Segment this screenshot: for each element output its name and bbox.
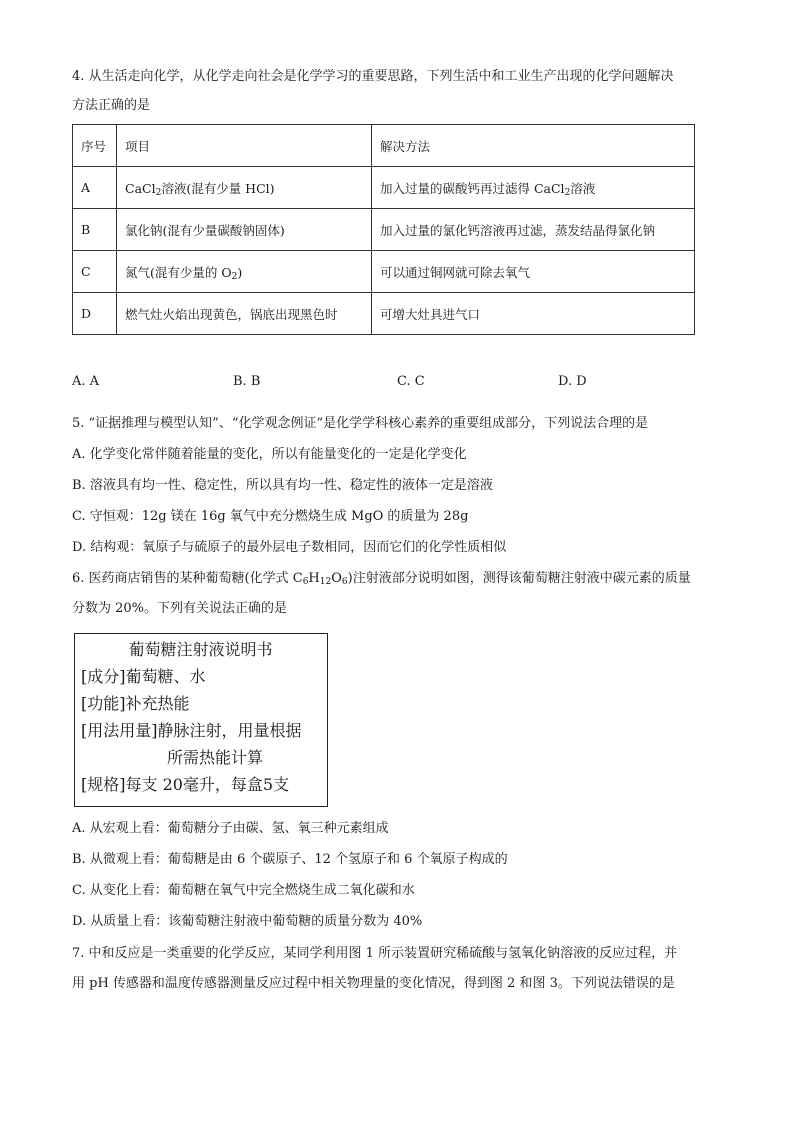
row-item: 燃气灶火焰出现黄色，锅底出现黑色时 bbox=[117, 293, 372, 335]
header-item: 项目 bbox=[117, 125, 372, 167]
label-usage: [用法用量]静脉注射，用量根据 bbox=[81, 721, 302, 740]
label-function: [功能]补充热能 bbox=[81, 694, 190, 713]
label-ingredients: [成分]葡萄糖、水 bbox=[81, 667, 206, 686]
q6-option-a: A. 从宏观上看：葡萄糖分子由碳、氢、氧三种元素组成 bbox=[72, 821, 389, 836]
table-header-row bbox=[73, 125, 695, 167]
label-usage-cont: 所需热能计算 bbox=[167, 748, 264, 767]
row-id: A bbox=[73, 167, 117, 209]
row-id: C bbox=[73, 251, 117, 293]
q4-choice-c: C. C bbox=[397, 374, 425, 389]
header-index: 序号 bbox=[73, 125, 117, 167]
q5-option-d: D. 结构观：氧原子与硫原子的最外层电子数相同，因而它们的化学性质相似 bbox=[72, 540, 507, 555]
row-method: 加入过量的碳酸钙再过滤得 CaCl$_2$溶液 bbox=[372, 167, 695, 209]
q4-choice-d: D. D bbox=[558, 374, 587, 389]
row-item: CaCl$_2$溶液(混有少量 HCl) bbox=[117, 167, 372, 209]
q5-option-c: C. 守恒观：12g 镁在 16g 氧气中充分燃烧生成 MgO 的质量为 28g bbox=[72, 509, 469, 524]
table-row bbox=[73, 167, 695, 209]
q7-stem-line1: 7. 中和反应是一类重要的化学反应，某同学利用图 1 所示装置研究稀硫酸与氢氧化钠溶液的反应过程，并 bbox=[72, 946, 678, 961]
row-method: 可以通过铜网就可除去氧气 bbox=[372, 251, 695, 293]
q5-option-b: B. 溶液具有均一性、稳定性，所以具有均一性、稳定性的液体一定是溶液 bbox=[72, 478, 493, 493]
row-id: D bbox=[73, 293, 117, 335]
q6-option-c: C. 从变化上看：葡萄糖在氧气中完全燃烧生成二氧化碳和水 bbox=[72, 883, 415, 898]
q6-option-b: B. 从微观上看：葡萄糖是由 6 个碳原子、12 个氢原子和 6 个氧原子构成的 bbox=[72, 852, 508, 867]
glucose-label-box bbox=[74, 633, 328, 807]
q4-stem-line1: 4. 从生活走向化学，从化学走向社会是化学学习的重要思路，下列生活中和工业生产出现的化学问题解决 bbox=[72, 69, 674, 84]
q4-table bbox=[72, 124, 695, 335]
q7-stem-line2: 用 pH 传感器和温度传感器测量反应过程中相关物理量的变化情况，得到图 2 和图 3。下列说法错误的是 bbox=[72, 976, 675, 991]
q4-stem-line2: 方法正确的是 bbox=[72, 98, 151, 113]
table-row bbox=[73, 293, 695, 335]
row-method: 加入过量的氯化钙溶液再过滤，蒸发结晶得氯化钠 bbox=[372, 209, 695, 251]
q6-stem-line1: 6. 医药商店销售的某种葡萄糖(化学式 $C_6H_{12}O_6$)注射液部分说明如图，测得该葡萄糖注射液中碳元素的质量 bbox=[72, 571, 691, 587]
q4-choice-b: B. B bbox=[233, 374, 261, 389]
table-row bbox=[73, 209, 695, 251]
q6-option-d: D. 从质量上看：该葡萄糖注射液中葡萄糖的质量分数为 40% bbox=[72, 914, 423, 929]
row-id: B bbox=[73, 209, 117, 251]
row-item: 氯化钠(混有少量碳酸钠固体) bbox=[117, 209, 372, 251]
row-method: 可增大灶具进气口 bbox=[372, 293, 695, 335]
q5-option-a: A. 化学变化常伴随着能量的变化，所以有能量变化的一定是化学变化 bbox=[72, 447, 467, 462]
q6-stem-line2: 分数为 20%。下列有关说法正确的是 bbox=[72, 601, 288, 616]
table-row bbox=[73, 251, 695, 293]
label-spec: [规格]每支 20毫升，每盒5支 bbox=[81, 775, 290, 794]
row-item: 氮气(混有少量的 $O_2$) bbox=[117, 251, 372, 293]
header-method: 解决方法 bbox=[372, 125, 695, 167]
label-title: 葡萄糖注射液说明书 bbox=[128, 640, 273, 659]
q4-choice-a: A. A bbox=[72, 374, 100, 389]
q5-stem: 5. “证据推理与模型认知”、“化学观念例证”是化学学科核心素养的重要组成部分，下列说法合理的是 bbox=[72, 416, 649, 431]
